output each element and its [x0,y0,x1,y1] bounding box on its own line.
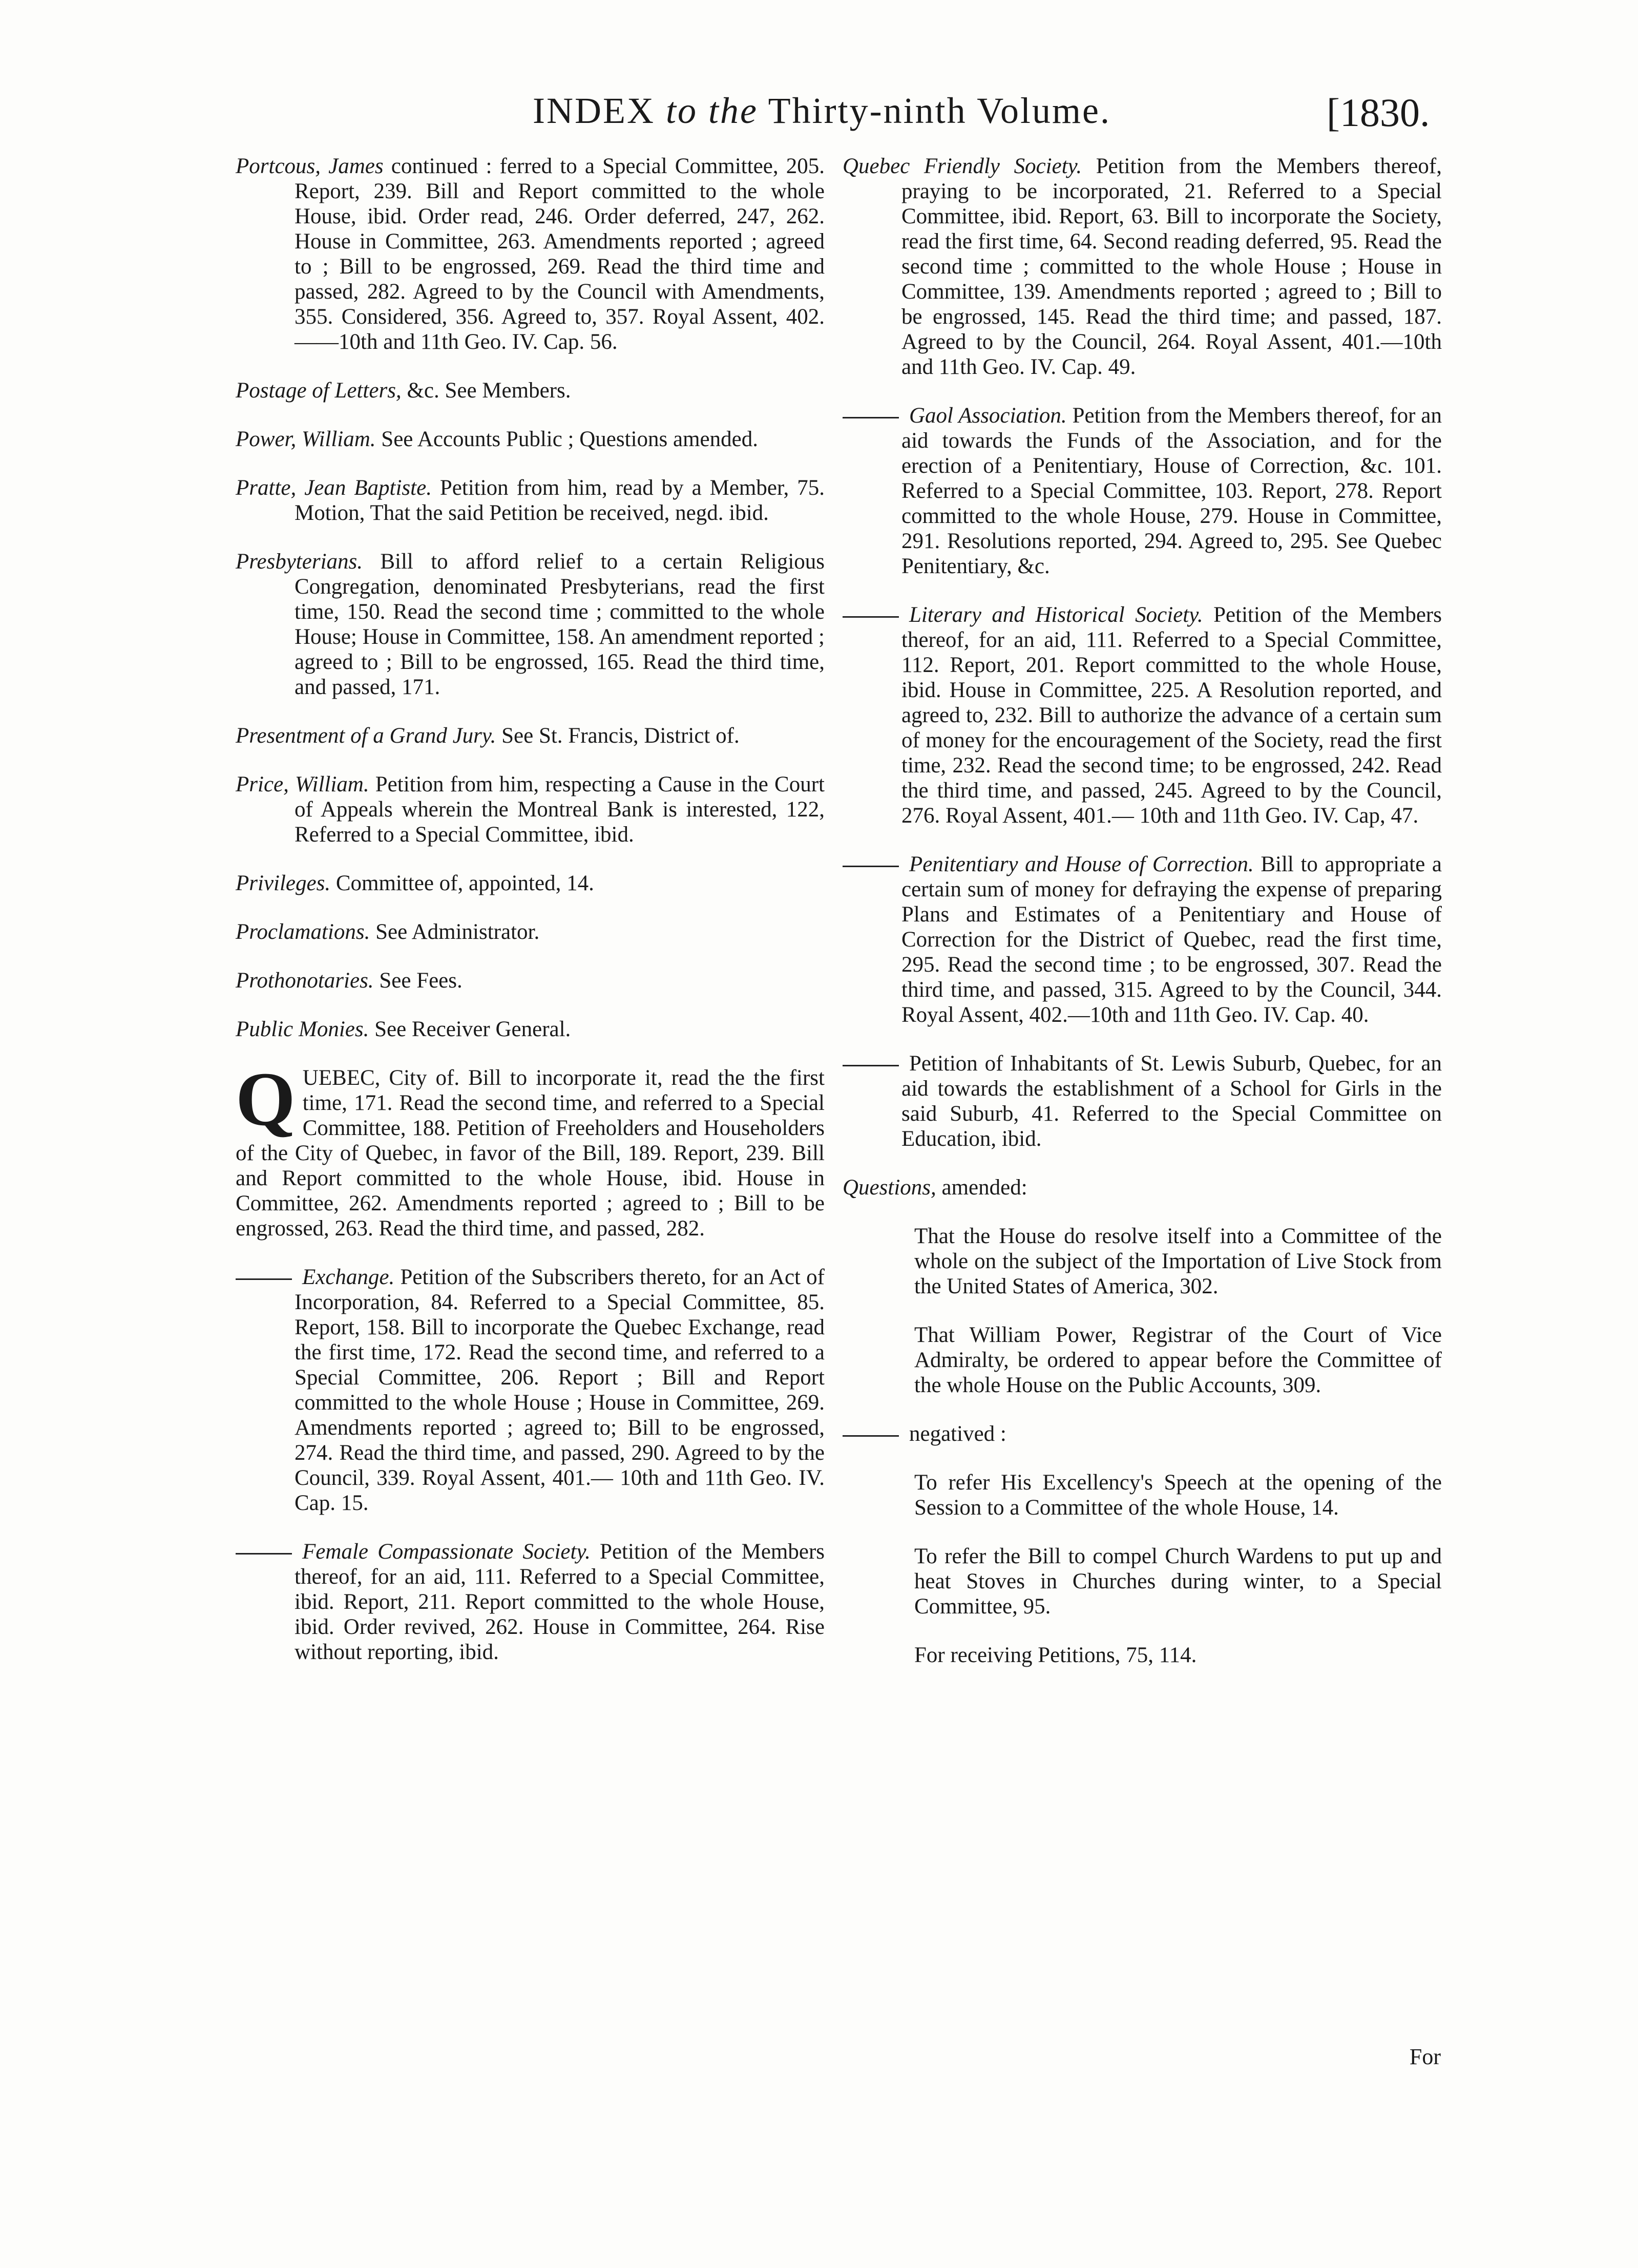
left-column [236,154,825,1688]
index-entry: Presentment of a Grand Jury. See St. Francis, District of. [236,724,740,748]
page-title: INDEX to the Thirty-ninth Volume. [533,90,1111,131]
page-year: [1830. [1327,90,1430,135]
index-entry: Exchange. Petition of the Subscribers thereto, for an Act of Incorporation, 84. Referred to a Special Committee, 85. Report, 158. Bill to incorporate the Quebec Exchange, read the first time, 172. Read the second time, and referred to a Special Committee, 206. Report ; Bill and Report committed to the whole House ; House in Committee, 269. Amendments reported ; agreed to; Bill to be engrossed, 274. Read the third time, and passed, 290. Agreed to by the Council, 339. Royal Assent, 401.— 10th and 11th Geo. IV. Cap. 15. [236,1265,825,1516]
drop-cap: Q [236,1057,296,1142]
catchword: For [1409,2044,1441,2069]
index-entry: Proclamations. See Administrator. [236,920,540,944]
index-entry: Penitentiary and House of Correction. Bill to appropriate a certain sum of money for defraying the expense of preparing Plans and Estimates of a Penitentiary and House of Correction for the District of Quebec, read the first time, 295. Read the second time ; to be engrossed, 307. Read the third time, and passed, 315. Agreed to by the Council, 344. Royal Assent, 402.—10th and 11th Geo. IV. Cap. 40. [843,852,1442,1027]
index-entry: Pratte, Jean Baptiste. Petition from him, read by a Member, 75. Motion, That the said Petition be received, negd. ibid. [236,476,825,525]
dash-rule [236,1553,292,1555]
index-entry: Postage of Letters, &c. See Members. [236,379,571,403]
negatived-heading: negatived : [843,1421,1442,1446]
question-item: For receiving Petitions, 75, 114. [914,1643,1197,1667]
dash-rule [843,417,899,418]
index-entry: Price, William. Petition from him, respecting a Cause in the Court of Appeals wherein the Montreal Bank is interested, 122, Referred to a Special Committee, ibid. [236,772,825,847]
index-entry: Presbyterians. Bill to afford relief to a certain Religious Congregation, denominated Presbyterians, read the first time, 150. Read the second time ; committed to the whole House; House in Committee, 158. An amendment reported ; agreed to ; Bill to be engrossed, 165. Read the third time, and passed, 171. [236,550,825,699]
index-entry: Quebec Friendly Society. Petition from the Members thereof, praying to be incorporated, 21. Referred to a Special Committee, ibid. Report, 63. Bill to incorporate the Society, read the first time, 64. Second reading deferred, 95. Read the second time ; committed to the whole House ; House in Committee, 139. Amendments reported ; agreed to ; Bill to be engrossed, 145. Read the third time; and passed, 187. Agreed to by the Council, 264. Royal Assent, 401.—10th and 11th Geo. IV. Cap. 49. [843,154,1442,379]
right-column [843,154,1442,1691]
page-header [0,90,1638,146]
index-entry: Petition of Inhabitants of St. Lewis Suburb, Quebec, for an aid towards the establishment of a School for Girls in the said Suburb, 41. Referred to the Special Committee on Education, ibid. [843,1051,1442,1151]
dash-rule [843,1065,899,1066]
index-entry: Literary and Historical Society. Petition of the Members thereof, for an aid, 111. Referred to a Special Committee, 112. Report, 201. Report committed to the whole House, ibid. House in Committee, 225. A Resolution reported, and agreed to, 232. Bill to authorize the advance of a certain sum of money for the encouragement of the Society, read the first time, 232. Read the second time; to be engrossed, 242. Read the third time, and passed, 245. Agreed to by the Council, 276. Royal Assent, 401.— 10th and 11th Geo. IV. Cap, 47. [843,602,1442,828]
index-entry: Public Monies. See Receiver General. [236,1017,571,1041]
question-item: To refer His Excellency's Speech at the opening of the Session to a Committee of the whole House, 14. [914,1471,1442,1520]
question-item: That William Power, Registrar of the Court of Vice Admiralty, be ordered to appear before the Committee of the whole House on the Public Accounts, 309. [914,1323,1442,1397]
index-entry: Portcous, James continued : ferred to a Special Committee, 205. Report, 239. Bill and Report committed to the whole House, ibid. Order read, 246. Order deferred, 247, 262. House in Committee, 263. Amendments reported ; agreed to ; Bill to be engrossed, 269. Read the third time and passed, 282. Agreed to by the Council with Amendments, 355. Considered, 356. Agreed to, 357. Royal Assent, 402.——10th and 11th Geo. IV. Cap. 56. [236,154,825,354]
index-entry: Power, William. See Accounts Public ; Questions amended. [236,427,758,451]
question-item: To refer the Bill to compel Church Wardens to put up and heat Stoves in Churches during winter, to a Special Committee, 95. [914,1544,1442,1619]
index-entry: Privileges. Committee of, appointed, 14. [236,871,594,895]
index-entry: Gaol Association. Petition from the Members thereof, for an aid towards the Funds of the Association, and for the erection of a Penitentiary, House of Correction, &c. 101. Referred to a Special Committee, 103. Report, 278. Report committed to the whole House, 279. House in Committee, 291. Resolutions reported, 294. Agreed to, 295. See Quebec Penitentiary, &c. [843,403,1442,579]
dash-rule [236,1278,292,1280]
dash-rule [843,1435,899,1437]
quebec-entry: QUEBEC, City of. Bill to incorporate it, read the the first time, 171. Read the second time, and referred to a Special Committee, 188. Petition of Freeholders and Householders of the City of Quebec, in favor of the Bill, 189. Report, 239. Bill and Report committed to the whole House, ibid. House in Committee, 262. Amendments reported ; agreed to ; Bill to be engrossed, 263. Read the third time, and passed, 282. [236,1057,825,1241]
question-item: That the House do resolve itself into a Committee of the whole on the subject of the Importation of Live Stock from the United States of America, 302. [914,1224,1442,1298]
questions-heading: Questions, amended: [843,1175,1027,1200]
dash-rule [843,866,899,867]
index-entry: Female Compassionate Society. Petition of the Members thereof, for an aid, 111. Referred to a Special Committee, ibid. Report, 211. Report committed to the whole House, ibid. Order revived, 262. House in Committee, 264. Rise without reporting, ibid. [236,1539,825,1665]
index-entry: Prothonotaries. See Fees. [236,969,463,993]
dash-rule [843,616,899,618]
